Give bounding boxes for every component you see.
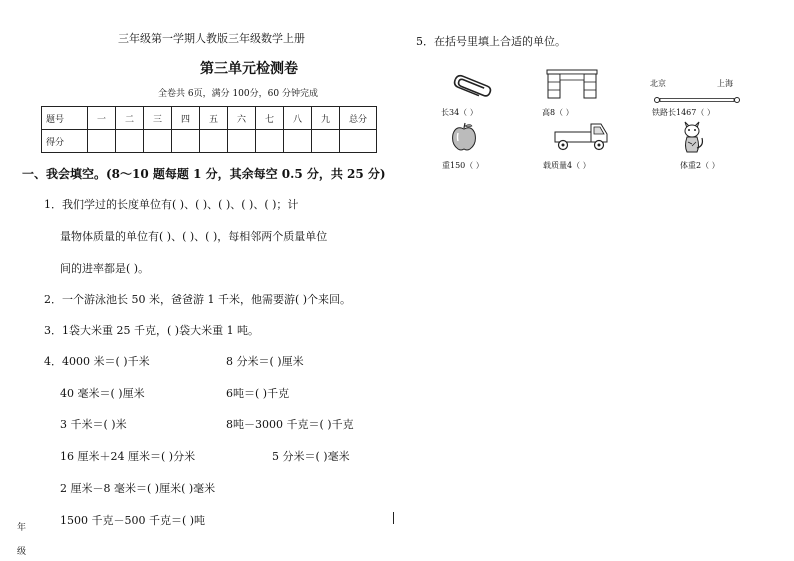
table-cell: 题号: [42, 107, 88, 130]
item-label: 载质量4（ ）: [543, 161, 591, 170]
table-cell: 一: [88, 107, 116, 130]
score-table-score-row: [42, 130, 377, 153]
score-table: [41, 106, 377, 153]
question-4-item: 40 毫米＝( )厘米: [60, 387, 145, 400]
header-course: 三年级第一学期人教版三年级数学上册: [118, 32, 305, 45]
score-cell[interactable]: [228, 130, 256, 153]
railway-start-label: 北京: [650, 79, 666, 88]
score-table-header-row: [42, 107, 377, 130]
score-cell[interactable]: [116, 130, 144, 153]
table-cell: 四: [172, 107, 200, 130]
question-1-line-2: 量物体质量的单位有( )、( )、( )，每相邻两个质量单位: [60, 230, 328, 243]
question-3: 3．1袋大米重 25 千克，( )袋大米重 1 吨。: [44, 324, 260, 337]
section-heading: 一、我会填空。(8～10 题每题 1 分，其余每空 0.5 分，共 25 分): [22, 167, 386, 181]
score-cell[interactable]: [200, 130, 228, 153]
table-cell: 六: [228, 107, 256, 130]
item-label: 长34（ ）: [441, 108, 478, 117]
question-2: 2．一个游泳池长 50 米，爸爸游 1 千米，他需要游( )个来回。: [44, 293, 352, 306]
railway-end-label: 上海: [717, 79, 733, 88]
question-4-item: 5 分米＝( )毫米: [272, 450, 350, 463]
score-cell[interactable]: [144, 130, 172, 153]
apple-icon: [450, 122, 478, 156]
table-cell: 九: [312, 107, 340, 130]
table-cell: 七: [256, 107, 284, 130]
question-4-item: 2 厘米－8 毫米＝( )厘米( )毫米: [60, 482, 216, 495]
question-4-item: 4．4000 米＝( )千米: [44, 355, 150, 368]
question-1-line-3: 间的进率都是( )。: [60, 262, 150, 275]
question-4-item: 16 厘米＋24 厘米＝( )分米: [60, 450, 196, 463]
score-cell[interactable]: [88, 130, 116, 153]
score-cell[interactable]: [172, 130, 200, 153]
question-4-item: 1500 千克－500 千克＝( )吨: [60, 514, 206, 527]
question-4-item: 6吨＝( )千克: [226, 387, 290, 400]
table-cell: 二: [116, 107, 144, 130]
table-cell: 八: [284, 107, 312, 130]
railway-icon: [654, 89, 740, 108]
question-4-item: 8 分米＝( )厘米: [226, 355, 304, 368]
item-label: 高8（ ）: [542, 108, 574, 117]
cat-icon: [679, 118, 705, 158]
table-cell: 总分: [340, 107, 377, 130]
truck-icon: [553, 118, 609, 156]
exam-info: 全卷共 6页，满分 100分，60 分钟完成: [158, 89, 318, 99]
side-label: 年 级: [15, 522, 25, 561]
score-cell[interactable]: [340, 130, 377, 153]
table-cell: 得分: [42, 130, 88, 153]
page-divider-mark: [393, 512, 394, 524]
question-4-item: 8吨－3000 千克＝( )千克: [226, 418, 354, 431]
desk-icon: [545, 68, 599, 104]
page-title: 第三单元检测卷: [200, 61, 298, 77]
question-5-heading: 5．在括号里填上合适的单位。: [416, 35, 566, 48]
score-cell[interactable]: [284, 130, 312, 153]
item-label: 铁路长1467（ ）: [652, 108, 715, 117]
item-label: 重150（ ）: [442, 161, 484, 170]
table-cell: 三: [144, 107, 172, 130]
score-cell[interactable]: [256, 130, 284, 153]
question-4-item: 3 千米＝( )米: [60, 418, 127, 431]
item-label: 体重2（ ）: [680, 161, 720, 170]
paperclip-icon: [448, 72, 494, 104]
question-1-line-1: 1．我们学过的长度单位有( )、( )、( )、( )、( )；计: [44, 198, 299, 211]
score-cell[interactable]: [312, 130, 340, 153]
table-cell: 五: [200, 107, 228, 130]
